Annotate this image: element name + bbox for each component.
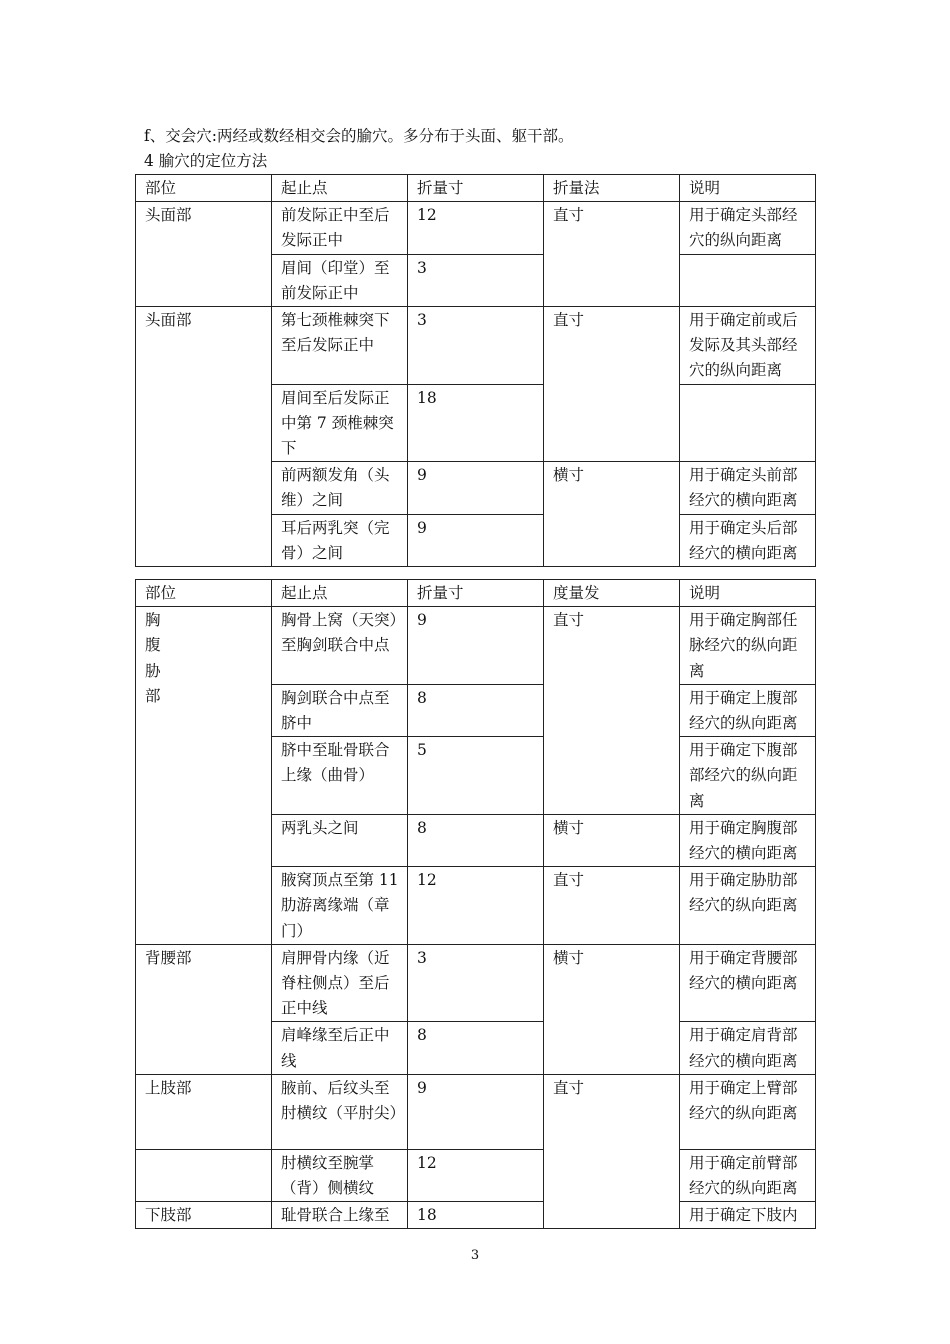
note-cell: 用于确定头后部经穴的横向距离 <box>680 514 816 566</box>
range-cell: 前发际正中至后发际正中 <box>272 202 408 254</box>
table-row <box>136 202 816 254</box>
header-cell: 说明 <box>680 175 816 202</box>
note-cell: 用于确定肩背部经穴的横向距离 <box>680 1022 816 1074</box>
method-cell: 直寸 <box>544 202 680 307</box>
range-cell: 两乳头之间 <box>272 814 408 866</box>
range-cell: 肩胛骨内缘（近脊柱侧点）至后正中线 <box>272 944 408 1022</box>
region-cell: 头面部 <box>136 202 272 307</box>
header-cell: 说明 <box>680 580 816 607</box>
range-cell: 胸骨上窝（天突）至胸剑联合中点 <box>272 607 408 685</box>
header-cell: 折量寸 <box>408 580 544 607</box>
proportional-measurement-table-head <box>135 174 816 567</box>
range-cell: 腋前、后纹头至肘横纹（平肘尖） <box>272 1074 408 1149</box>
table-row <box>136 1202 816 1229</box>
method-cell: 直寸 <box>544 1074 680 1229</box>
cun-cell: 8 <box>408 684 544 736</box>
range-cell: 肩峰缘至后正中线 <box>272 1022 408 1074</box>
cun-cell: 9 <box>408 1074 544 1149</box>
region-cell: 背腰部 <box>136 944 272 1074</box>
proportional-measurement-table-body <box>135 579 816 1229</box>
cun-cell: 12 <box>408 867 544 945</box>
cun-cell: 3 <box>408 254 544 306</box>
header-cell: 起止点 <box>272 580 408 607</box>
note-cell: 用于确定前或后发际及其头部经穴的纵向距离 <box>680 307 816 385</box>
section-heading-location-methods: 4 腧穴的定位方法 <box>144 152 268 170</box>
cun-cell: 18 <box>408 1202 544 1229</box>
note-cell: 用于确定上臂部经穴的纵向距离 <box>680 1074 816 1149</box>
note-cell: 用于确定胸部任脉经穴的纵向距离 <box>680 607 816 685</box>
table-row <box>136 607 816 685</box>
method-cell: 横寸 <box>544 944 680 1074</box>
note-cell: 用于确定下腹部部经穴的纵向距离 <box>680 737 816 815</box>
range-cell: 耻骨联合上缘至 <box>272 1202 408 1229</box>
cun-cell: 8 <box>408 1022 544 1074</box>
range-cell: 前两额发角（头维）之间 <box>272 462 408 514</box>
header-cell: 度量发 <box>544 580 680 607</box>
table-row <box>136 1149 816 1201</box>
note-cell: 用于确定前臂部经穴的纵向距离 <box>680 1149 816 1201</box>
table-row <box>136 1074 816 1149</box>
table-header-row <box>136 175 816 202</box>
region-cell: 上肢部 <box>136 1074 272 1149</box>
header-cell: 折量法 <box>544 175 680 202</box>
method-cell: 直寸 <box>544 867 680 945</box>
cun-cell: 3 <box>408 944 544 1022</box>
intro-line-acupoint-type: f、交会穴:两经或数经相交会的腧穴。多分布于头面、躯干部。 <box>144 127 574 145</box>
note-cell: 用于确定下肢内 <box>680 1202 816 1229</box>
range-cell: 胸剑联合中点至脐中 <box>272 684 408 736</box>
region-cell: 下肢部 <box>136 1202 272 1229</box>
region-cell: 胸腹胁部 <box>136 607 272 945</box>
cun-cell: 12 <box>408 1149 544 1201</box>
note-cell <box>680 254 816 306</box>
table-row <box>136 944 816 1022</box>
range-cell: 腋窝顶点至第 11 肋游离缘端（章门） <box>272 867 408 945</box>
header-cell: 部位 <box>136 175 272 202</box>
note-cell: 用于确定胸腹部经穴的横向距离 <box>680 814 816 866</box>
note-cell: 用于确定头部经穴的纵向距离 <box>680 202 816 254</box>
note-cell: 用于确定背腰部经穴的横向距离 <box>680 944 816 1022</box>
note-cell <box>680 384 816 462</box>
cun-cell: 8 <box>408 814 544 866</box>
region-cell <box>136 1149 272 1201</box>
range-cell: 眉间至后发际正中第 7 颈椎棘突下 <box>272 384 408 462</box>
range-cell: 眉间（印堂）至前发际正中 <box>272 254 408 306</box>
header-cell: 起止点 <box>272 175 408 202</box>
method-cell: 横寸 <box>544 462 680 567</box>
cun-cell: 9 <box>408 462 544 514</box>
cun-cell: 9 <box>408 607 544 685</box>
range-cell: 肘横纹至腕掌（背）侧横纹 <box>272 1149 408 1201</box>
region-cell: 头面部 <box>136 307 272 567</box>
cun-cell: 5 <box>408 737 544 815</box>
range-cell: 第七颈椎棘突下至后发际正中 <box>272 307 408 385</box>
note-cell: 用于确定上腹部经穴的纵向距离 <box>680 684 816 736</box>
cun-cell: 12 <box>408 202 544 254</box>
note-cell: 用于确定头前部经穴的横向距离 <box>680 462 816 514</box>
cun-cell: 18 <box>408 384 544 462</box>
cun-cell: 3 <box>408 307 544 385</box>
method-cell: 直寸 <box>544 307 680 462</box>
range-cell: 耳后两乳突（完骨）之间 <box>272 514 408 566</box>
note-cell: 用于确定胁肋部经穴的纵向距离 <box>680 867 816 945</box>
table-header-row <box>136 580 816 607</box>
page-number: 3 <box>470 1248 480 1263</box>
header-cell: 部位 <box>136 580 272 607</box>
method-cell: 横寸 <box>544 814 680 866</box>
table-row <box>136 307 816 385</box>
cun-cell: 9 <box>408 514 544 566</box>
method-cell: 直寸 <box>544 607 680 815</box>
header-cell: 折量寸 <box>408 175 544 202</box>
range-cell: 脐中至耻骨联合上缘（曲骨） <box>272 737 408 815</box>
